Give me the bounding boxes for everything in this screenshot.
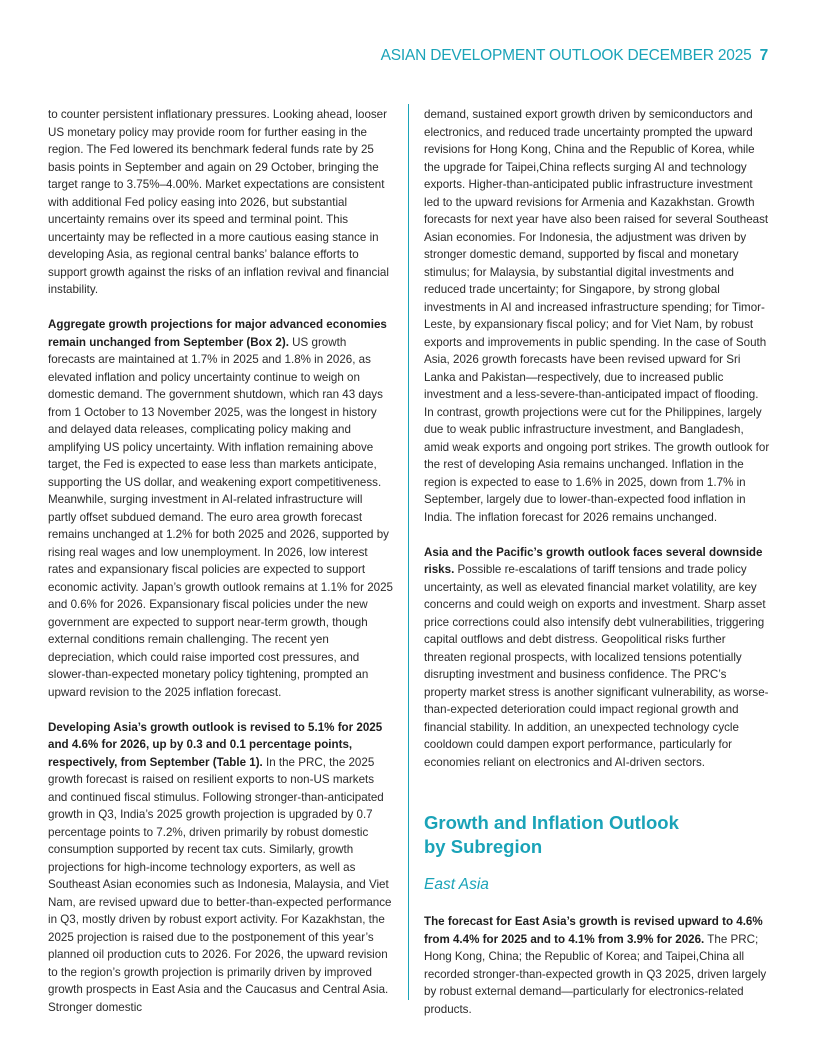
- lead-in-downside-risks: Asia and the Pacific’s growth outlook faces several downside risks.: [424, 545, 763, 576]
- running-header: [381, 47, 768, 65]
- lead-in-advanced-economies: Aggregate growth projections for major advanced economies remain unchanged from September (Box 2).: [48, 318, 387, 349]
- page-number: 7: [759, 47, 768, 64]
- paragraph-advanced-economies: Aggregate growth projections for major advanced economies remain unchanged from September (Box 2). US growth forecasts are maintained at 1.7% in 2025 and 1.8% in 2026, as elevated inflation and policy uncertainty continue to weigh on domestic demand. The government shutdown, which ran 43 days from 1 October to 13 November 2025, was the longest in history and delayed data releases, complicating policy making and amplifying US policy uncertainty. With inflation remaining above target, the Fed is expected to ease less than markets anticipate, supporting the US dollar, and weakening export competitiveness. Meanwhile, surging investment in AI-related infrastructure will partly offset subdued demand. The euro area growth forecast remains unchanged at 1.2% for both 2025 and 2026, supported by rising real wages and low unemployment. In 2026, low interest rates and expansionary fiscal policies are expected to support economic activity. Japan’s growth outlook remains at 1.1% for 2025 and 0.6% for 2026. Expansionary fiscal policies under the new government are expected to support near-term growth, though external conditions remain challenging. The recent yen depreciation, which could raise imported cost pressures, and slower-than-expected monetary policy tightening, prompted an upward revision to the 2025 inflation forecast.: [48, 318, 393, 699]
- right-column: [424, 106, 770, 1036]
- lead-in-east-asia: The forecast for East Asia’s growth is revised upward to 4.6% from 4.4% for 2025 and to 4.1% from 3.9% for 2026.: [424, 915, 763, 946]
- subsection-heading-east-asia: East Asia: [424, 876, 489, 893]
- paragraph-monetary-policy: to counter persistent inflationary pressures. Looking ahead, looser US monetary policy may provide room for further easing in the region. The Fed lowered its benchmark federal funds rate by 25 basis points in September and again on 29 October, bringing the target range to 3.75%–4.00%. Market expectations are consistent with additional Fed policy easing into 2026, but substantial uncertainty remains over its speed and terminal point. This uncertainty may be reflected in a more cautious easing stance in developing Asia, as regional central banks’ balance efforts to support growth against the risks of an inflation revival and financial instability.: [48, 108, 389, 296]
- left-column: [48, 106, 394, 1034]
- paragraph-developing-asia: Developing Asia’s growth outlook is revised to 5.1% for 2025 and 4.6% for 2026, up by 0.3 and 0.1 percentage points, respectively, from September (Table 1). In the PRC, the 2025 growth forecast is raised on resilient exports to non-US markets and continued fiscal stimulus. Following stronger-than-anticipated growth in Q3, India’s 2025 growth projection is upgraded by 0.7 percentage points to 7.2%, driven primarily by robust domestic consumption supported by recent tax cuts. Similarly, growth projections for high-income technology exporters, as well as Southeast Asian economies such as Indonesia, Malaysia, and Viet Nam, are revised upward due to better-than-expected performance in Q3, mostly driven by robust export activity. For Kazakhstan, the 2025 projection is raised due to the postponement of this year’s planned oil production cuts to 2026. For 2026, the upward revision to the region’s growth projection is primarily driven by improved growth prospects in East Asia and the Caucasus and Central Asia. Stronger domestic: [48, 720, 392, 1014]
- paragraph-regional-revisions: demand, sustained export growth driven by semiconductors and electronics, and reduced trade uncertainty prompted the upward revisions for Hong Kong, China and the Republic of Korea, while the upgrade for Taipei,China reflects surging AI and technology exports. Higher-than-anticipated public infrastructure investment led to the upward revisions for Armenia and Kazakhstan. Growth forecasts for next year have also been raised for several Southeast Asian economies. For Indonesia, the adjustment was driven by stronger domestic demand, supported by fiscal and monetary stimulus; for Malaysia, by substantial digital investments and reduced trade uncertainty; for Singapore, by strong global investments in AI and increased infrastructure spending; for Timor-Leste, by expansionary fiscal policy; and for Viet Nam, by robust exports and improvements in public spending. In the case of South Asia, 2026 growth forecasts have been revised upward for Sri Lanka and Pakistan—respectively, due to increased public investment and a less-severe-than-anticipated impact of flooding. In contrast, growth projections were cut for the Philippines, largely due to weak public infrastructure investment, and Bangladesh, amid weak exports and ongoing port strikes. The growth outlook for the rest of developing Asia remains unchanged. Inflation in the region is expected to ease to 1.6% in 2025, down from 1.7% in September, largely due to lower-than-expected food inflation in India. The inflation forecast for 2026 remains unchanged.: [424, 108, 770, 524]
- paragraph-downside-risks: Asia and the Pacific’s growth outlook faces several downside risks. Possible re-escalations of tariff tensions and trade policy uncertainty, as well as elevated financial market volatility, are key concerns and could weigh on exports and investment. Sharp asset price corrections could also intensify debt vulnerabilities, triggering capital outflows and debt distress. Geopolitical risks further threaten regional prospects, with localized tensions potentially disrupting investment and business confidence. The PRC’s property market stress is another significant vulnerability, as worse-than-expected deterioration could impact regional growth and financial stability. In addition, an unexpected technology cycle cooldown could dampen export performance, particularly for economies reliant on electronics and AI-driven sectors.: [424, 545, 769, 769]
- publication-title: ASIAN DEVELOPMENT OUTLOOK DECEMBER 2025: [380, 47, 752, 64]
- paragraph-east-asia: The forecast for East Asia’s growth is revised upward to 4.6% from 4.4% for 2025 and to 4.1% from 3.9% for 2026. The PRC; Hong Kong, China; the Republic of Korea; and Taipei,China all recorded stronger-than-expected growth in Q3 2025, driven largely by robust external demand—particularly for electronics-related products.: [424, 915, 767, 1016]
- column-divider: [408, 104, 409, 1000]
- lead-in-developing-asia: Developing Asia’s growth outlook is revised to 5.1% for 2025 and 4.6% for 2026, up by 0.3 and 0.1 percentage points, respectively, from September (Table 1).: [48, 720, 383, 769]
- section-heading: Growth and Inflation Outlook by Subregion: [424, 812, 679, 857]
